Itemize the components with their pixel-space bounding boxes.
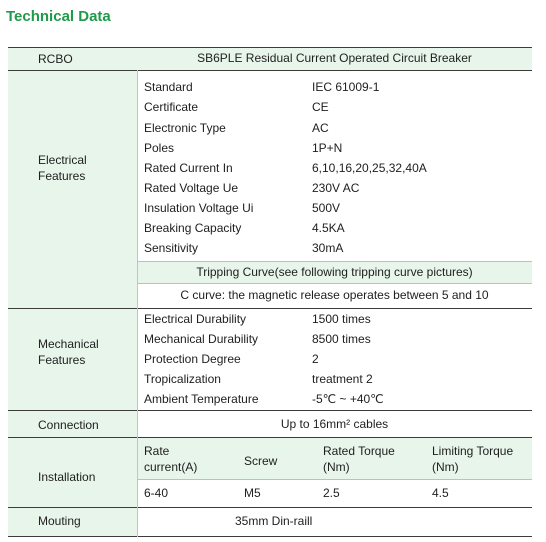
rule-connection-top	[8, 410, 532, 411]
mouting-label: Mouting	[38, 514, 81, 528]
line-install-header-bottom	[137, 479, 532, 480]
mechanical-value-tropicalization: treatment 2	[312, 372, 373, 386]
electrical-value-certificate: CE	[312, 100, 329, 114]
mechanical-value-protection-degree: 2	[312, 352, 319, 366]
mechanical-value-ambient-temperature: -5℃ ~ +40℃	[312, 392, 384, 406]
mechanical-section-line2: Features	[38, 353, 86, 367]
mechanical-label-mechanical-durability: Mechanical Durability	[144, 332, 259, 346]
electrical-section-line2: Features	[38, 169, 86, 183]
tripping-curve-description: C curve: the magnetic release operates between 5 and 10	[180, 288, 489, 302]
electrical-value-electronic-type: AC	[312, 121, 329, 135]
electrical-label-rated-current: Rated Current In	[144, 161, 233, 175]
electrical-label-certificate: Certificate	[144, 100, 199, 114]
install-header-rate-line2: current(A)	[144, 460, 198, 474]
rule-bottom	[8, 536, 532, 537]
rcbo-label: RCBO	[38, 52, 73, 66]
electrical-value-sensitivity: 30mA	[312, 241, 344, 255]
electrical-label-sensitivity: Sensitivity	[144, 241, 199, 255]
rcbo-value: SB6PLE Residual Current Operated Circuit Breaker	[197, 51, 472, 65]
mechanical-label-tropicalization: Tropicalization	[144, 372, 221, 386]
electrical-label-insulation-voltage: Insulation Voltage Ui	[144, 201, 254, 215]
rule-mechanical-top	[8, 308, 532, 309]
install-header-rate-line1: Rate	[144, 444, 170, 458]
section-column-band	[8, 70, 137, 537]
rule-electrical-top	[8, 70, 532, 71]
line-tripping-bottom	[137, 283, 532, 284]
electrical-section-line1: Electrical	[38, 153, 87, 167]
install-header-rated-torque-line2: (Nm)	[323, 460, 350, 474]
install-value-rate-current: 6-40	[144, 486, 169, 500]
install-header-rated-torque-line1: Rated Torque	[323, 444, 395, 458]
electrical-value-breaking-capacity: 4.5KA	[312, 221, 345, 235]
mechanical-value-electrical-durability: 1500 times	[312, 312, 371, 326]
page-title: Technical Data	[6, 8, 111, 25]
install-header-limiting-torque-line2: (Nm)	[432, 460, 459, 474]
install-value-screw: M5	[244, 486, 261, 500]
mechanical-section-line1: Mechanical	[38, 337, 99, 351]
install-header-screw: Screw	[244, 454, 278, 468]
electrical-label-rated-voltage: Rated Voltage Ue	[144, 181, 239, 195]
line-tripping-top	[137, 261, 532, 262]
electrical-value-poles: 1P+N	[312, 141, 343, 155]
rule-top	[8, 47, 532, 48]
mechanical-value-mechanical-durability: 8500 times	[312, 332, 371, 346]
rule-mouting-top	[8, 507, 532, 508]
electrical-label-breaking-capacity: Breaking Capacity	[144, 221, 242, 235]
tripping-curve-title: Tripping Curve(see following tripping curve pictures)	[196, 265, 473, 279]
electrical-label-electronic-type: Electronic Type	[144, 121, 226, 135]
rule-installation-top	[8, 437, 532, 438]
mouting-value: 35mm Din-raill	[235, 514, 313, 528]
electrical-value-rated-voltage: 230V AC	[312, 181, 360, 195]
electrical-label-standard: Standard	[144, 80, 193, 94]
install-value-rated-torque: 2.5	[323, 486, 340, 500]
install-value-limiting-torque: 4.5	[432, 486, 449, 500]
electrical-value-standard: IEC 61009-1	[312, 80, 380, 94]
electrical-label-poles: Poles	[144, 141, 175, 155]
section-column-divider	[137, 70, 138, 537]
connection-label: Connection	[38, 418, 99, 432]
mechanical-label-ambient-temperature: Ambient Temperature	[144, 392, 259, 406]
installation-label: Installation	[38, 470, 96, 484]
mechanical-label-electrical-durability: Electrical Durability	[144, 312, 247, 326]
electrical-value-insulation-voltage: 500V	[312, 201, 341, 215]
install-header-limiting-torque-line1: Limiting Torque	[432, 444, 514, 458]
electrical-value-rated-current: 6,10,16,20,25,32,40A	[312, 161, 427, 175]
connection-value: Up to 16mm² cables	[280, 417, 389, 431]
mechanical-label-protection-degree: Protection Degree	[144, 352, 241, 366]
